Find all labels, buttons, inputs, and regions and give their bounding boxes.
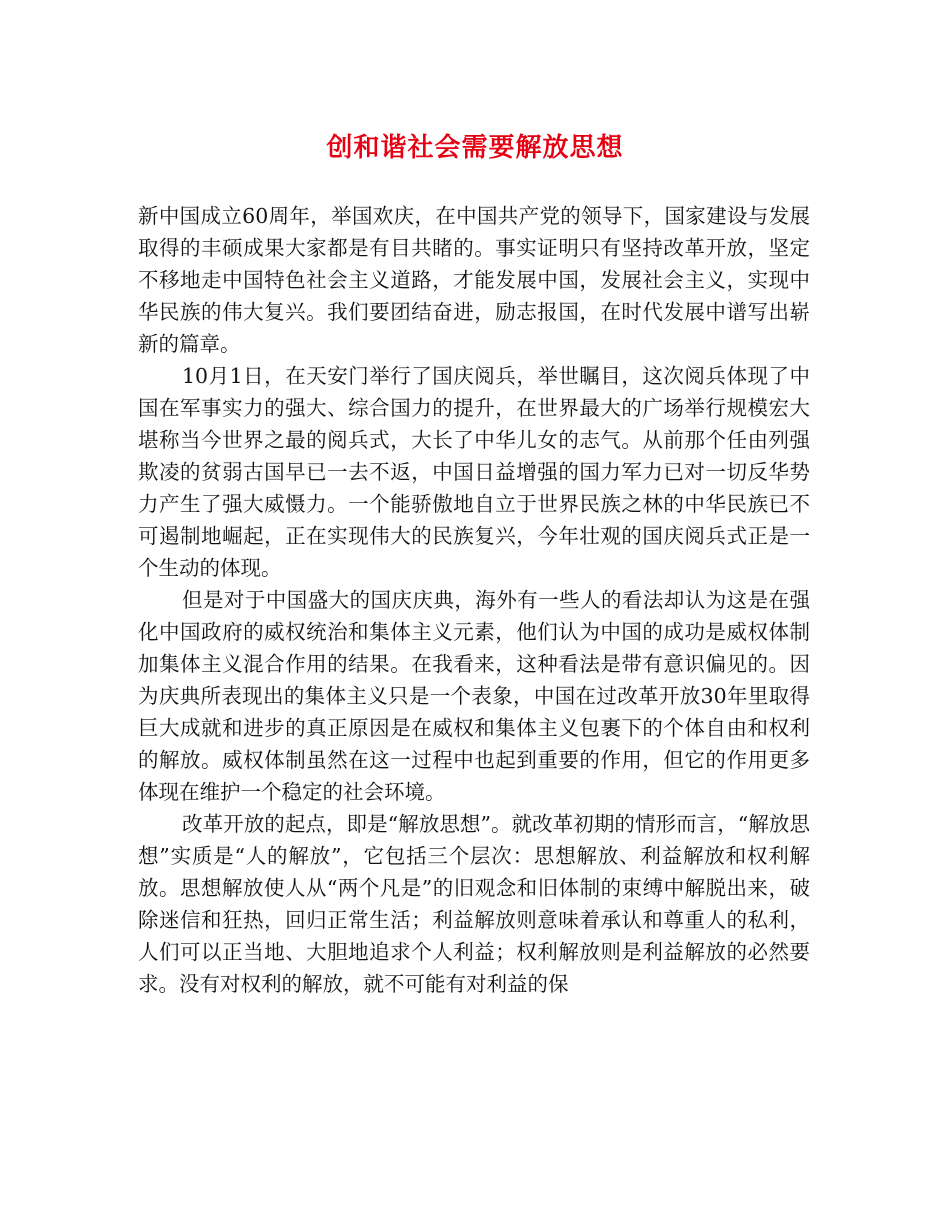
paragraph-4: 改革开放的起点，即是“解放思想”。就改革初期的情形而言，“解放思想”实质是“人的解放”，它包括三个层次：思想解放、利益解放和权利解放。思想解放使人从“两个凡是”的旧观念和旧体制的束缚中解脱出来，破除迷信和狂热，回归正常生活；利益解放则意味着承认和尊重人的私利，人们可以正当地、大胆地追求个人利益；权利解放则是利益解放的必然要求。没有对权利的解放，就不可能有对利益的保	[138, 812, 810, 996]
paragraph-2: 10月1日，在天安门举行了国庆阅兵，举世瞩目，这次阅兵体现了中国在军事实力的强大、综合国力的提升，在世界最大的广场举行规模宏大堪称当今世界之最的阅兵式，大长了中华儿女的志气。从前那个任由列强欺凌的贫弱古国早已一去不返，中国日益增强的国力军力已对一切反华势力产生了强大威慑力。一个能骄傲地自立于世界民族之林的中华民族已不可遏制地崛起，正在实现伟大的民族复兴，今年壮观的国庆阅兵式正是一个生动的体现。	[138, 364, 810, 580]
paragraph-3: 但是对于中国盛大的国庆庆典，海外有一些人的看法却认为这是在强化中国政府的威权统治和集体主义元素，他们认为中国的成功是威权体制加集体主义混合作用的结果。在我看来，这种看法是带有意识偏见的。因为庆典所表现出的集体主义只是一个表象，中国在过改革开放30年里取得巨大成就和进步的真正原因是在威权和集体主义包裹下的个体自由和权利的解放。威权体制虽然在这一过程中也起到重要的作用，但它的作用更多体现在维护一个稳定的社会环境。	[138, 588, 810, 804]
document-body	[138, 200, 810, 1000]
document-title: 创和谐社会需要解放思想	[326, 133, 624, 163]
paragraph-1: 新中国成立60周年，举国欢庆，在中国共产党的领导下，国家建设与发展取得的丰硕成果大家都是有目共睹的。事实证明只有坚持改革开放，坚定不移地走中国特色社会主义道路，才能发展中国，发展社会主义，实现中华民族的伟大复兴。我们要团结奋进，励志报国，在时代发展中谱写出崭新的篇章。	[138, 204, 810, 356]
